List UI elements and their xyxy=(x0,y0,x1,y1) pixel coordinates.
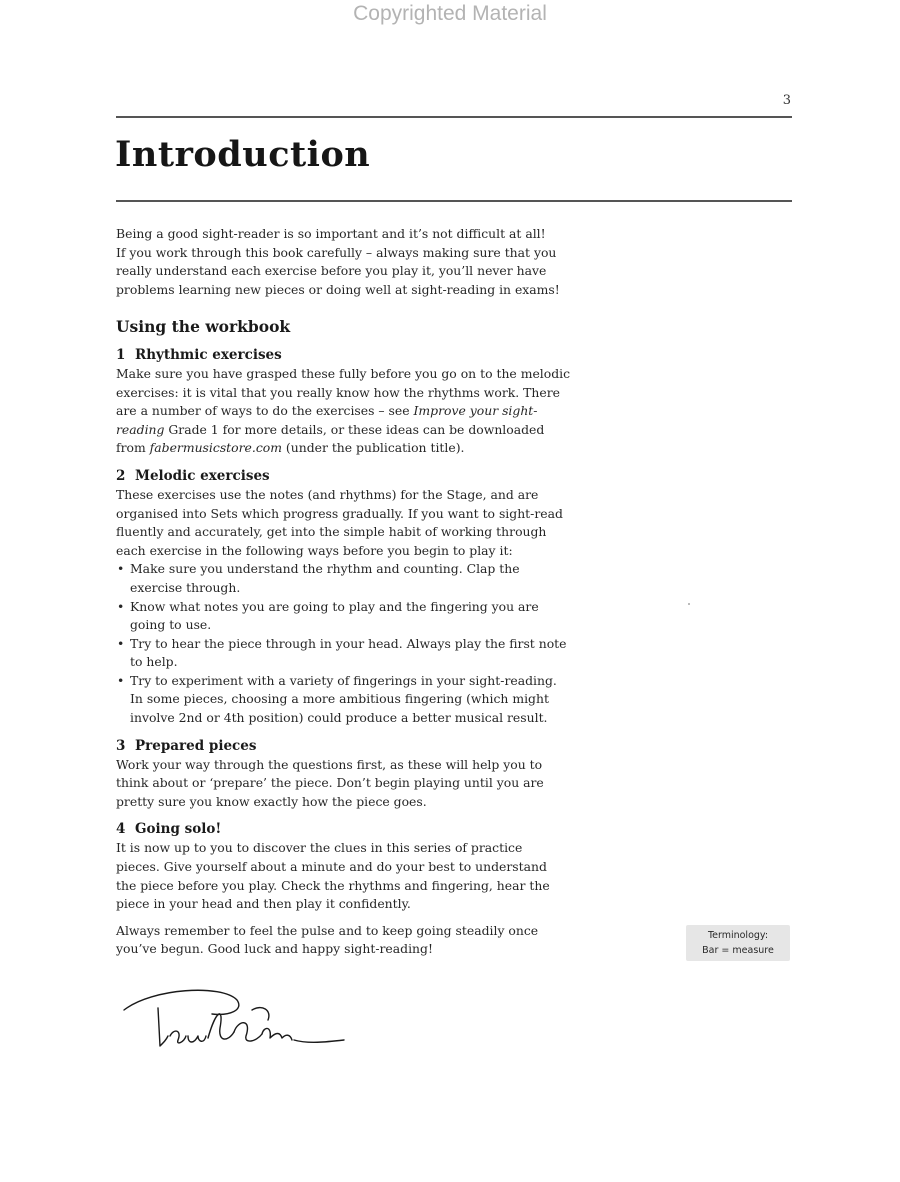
terminology-value: Bar = measure xyxy=(702,945,774,956)
list-item: • Make sure you understand the rhythm and counting. Clap the exercise through. xyxy=(116,560,616,597)
sub-heading: 4 Going solo! xyxy=(116,821,222,838)
terminology-note xyxy=(686,925,790,961)
scan-speck xyxy=(688,603,690,605)
section-paragraph: Make sure you have grasped these fully before you go on to the melodic exercises: it is vital that you really know how the rhythms work. There are a number of ways to do the exercises – see Improve your sight- reading Grade 1 for more details, or these ideas can be downloaded from fabermusicstore.com (under the publication title). xyxy=(116,365,571,456)
terminology-label: Terminology: xyxy=(707,930,769,941)
list-item: • Know what notes you are going to play and the fingering you are going to use. xyxy=(116,598,616,635)
sub-heading: 1 Rhythmic exercises xyxy=(116,346,282,363)
section-melodic-exercises xyxy=(116,466,616,728)
store-link: fabermusicstore.com xyxy=(149,440,282,456)
section-paragraph: It is now up to you to discover the clues in this series of practice pieces. Give yourself about a minute and do your best to understand the piece before you play. Check the rhythms and fingering, hear the piece in your head and then play it confidently. xyxy=(116,840,550,912)
title-rule xyxy=(116,200,792,202)
section-rhythmic-exercises xyxy=(116,345,616,458)
section-going-solo xyxy=(116,819,616,913)
copyright-watermark: Copyrighted Material xyxy=(353,2,547,25)
body-text xyxy=(116,225,616,959)
section-title: Using the workbook xyxy=(116,317,291,337)
signature xyxy=(112,980,352,1060)
list-item: • Try to experiment with a variety of fingerings in your sight-reading. In some pieces, choosing a more ambitious fingering (which might involve 2nd or 4th position) could produce a better musical result. xyxy=(116,672,616,728)
page-title: Introduction xyxy=(115,134,371,175)
intro-paragraph: Being a good sight-reader is so important and it’s not difficult at all! If you work through this book carefully – always making sure that you really understand each exercise before you play it, you’ll never have problems learning new pieces or doing well at sight-reading in exams! xyxy=(116,226,560,297)
section-paragraph: Work your way through the questions first, as these will help you to think about or ‘prepare’ the piece. Don’t begin playing until you are pretty sure you know exactly how the piece goes. xyxy=(116,756,544,809)
section-paragraph: These exercises use the notes (and rhythms) for the Stage, and are organised into Sets which progress gradually. If you want to sight-read fluently and accurately, get into the simple habit of working through each exercise in the following ways before you begin to play it: xyxy=(116,486,563,558)
top-rule xyxy=(116,116,792,118)
sub-heading: 2 Melodic exercises xyxy=(116,467,270,484)
page-number: 3 xyxy=(782,93,791,108)
tips-list xyxy=(116,560,616,727)
section-prepared-pieces xyxy=(116,736,616,812)
sub-heading: 3 Prepared pieces xyxy=(116,737,257,754)
closing-paragraph: Always remember to feel the pulse and to keep going steadily once you’ve begun. Good luck and happy sight-reading! xyxy=(116,922,539,957)
list-item: • Try to hear the piece through in your head. Always play the first note to help. xyxy=(116,635,616,672)
